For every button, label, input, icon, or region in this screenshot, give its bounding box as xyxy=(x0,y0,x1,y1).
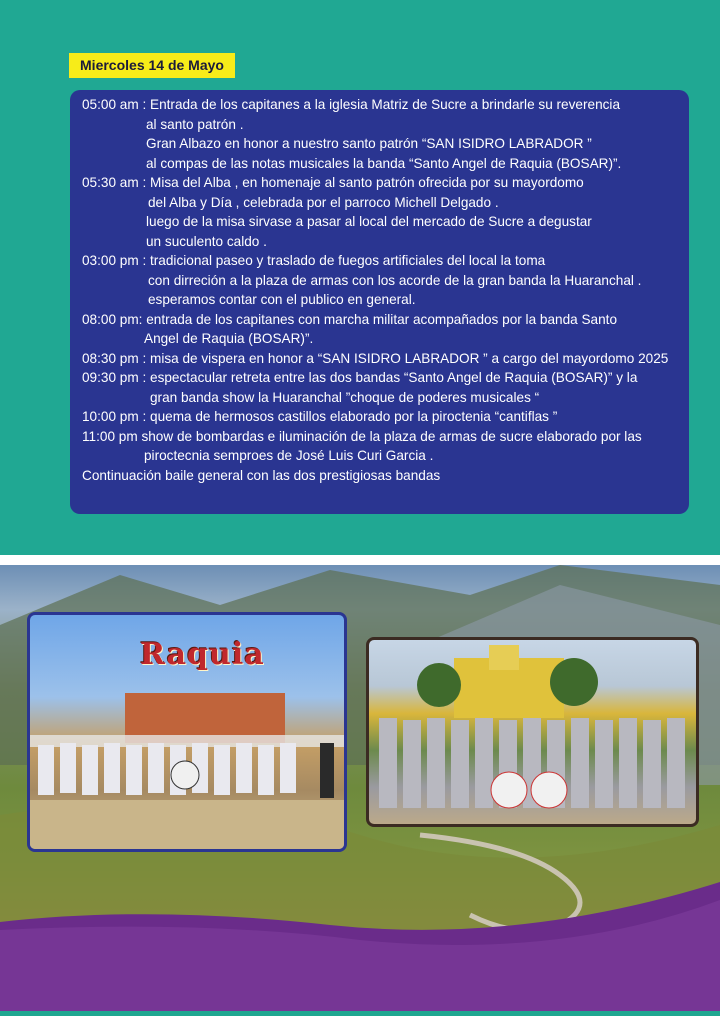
raquia-logo: Raquia xyxy=(140,637,265,672)
schedule-line: 03:00 pm : tradicional paseo y traslado de fuegos artificiales del local la toma xyxy=(82,253,546,268)
schedule-line: 11:00 pm show de bombardas e iluminación de la plaza de armas de sucre elaborado por las xyxy=(82,428,642,444)
schedule-line: Gran Albazo en honor a nuestro santo patrón “SAN ISIDRO LABRADOR ” xyxy=(146,136,592,151)
schedule-line: al santo patrón . xyxy=(146,116,244,132)
schedule-line: del Alba y Día , celebrada por el parroco Michell Delgado . xyxy=(148,194,499,210)
schedule-line: Continuación baile general con las dos prestigiosas bandas xyxy=(82,467,441,483)
schedule-box xyxy=(70,90,689,514)
schedule-line: 05:30 am : Misa del Alba , en homenaje al santo patrón ofrecida por su mayordomo xyxy=(82,175,584,190)
schedule-line: 08:00 pm: entrada de los capitanes con marcha militar acompañados por la banda Santo xyxy=(82,311,618,327)
band-photo-huaranchal xyxy=(366,637,699,827)
band-photo-raquia xyxy=(27,612,347,852)
schedule-line: 08:30 pm : misa de vispera en honor a “SAN ISIDRO LABRADOR ” a cargo del mayordomo 2025 xyxy=(82,350,669,366)
schedule-line: con dirreción a la plaza de armas con los acorde de la gran banda la Huaranchal . xyxy=(148,272,642,288)
schedule-line: esperamos contar con el publico en general. xyxy=(148,292,416,307)
date-tag: Miercoles 14 de Mayo xyxy=(69,53,235,78)
purple-wave xyxy=(0,870,720,1011)
schedule-line: Angel de Raquia (BOSAR)”. xyxy=(144,331,314,346)
schedule-line: gran banda show la Huaranchal ”choque de poderes musicales “ xyxy=(150,389,540,405)
schedule-line: un suculento caldo . xyxy=(146,233,267,249)
schedule-line: 10:00 pm : quema de hermosos castillos elaborado por la piroctenia “cantiflas ” xyxy=(82,409,558,424)
divider xyxy=(0,555,720,565)
schedule-line: 05:00 am : Entrada de los capitanes a la iglesia Matriz de Sucre a brindarle su reverencia xyxy=(82,97,621,112)
schedule-line: 09:30 pm : espectacular retreta entre las dos bandas “Santo Angel de Raquia (BOSAR)” y la xyxy=(82,370,638,385)
schedule-line: al compas de las notas musicales la banda “Santo Angel de Raquia (BOSAR)”. xyxy=(146,155,622,171)
schedule-line: piroctecnia semproes de José Luis Curi Garcia . xyxy=(144,448,434,463)
schedule-line: luego de la misa sirvase a pasar al local del mercado de Sucre a degustar xyxy=(146,214,592,229)
